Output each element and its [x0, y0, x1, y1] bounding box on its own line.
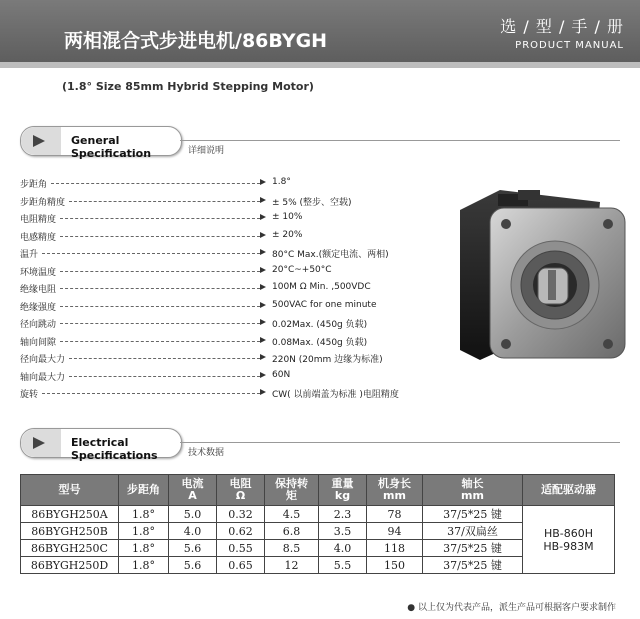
arrow-tip-icon [260, 389, 266, 395]
arrow-tip-icon [260, 214, 266, 220]
spec-key: 轴向最大力 [20, 372, 66, 383]
spec-key: 环境温度 [20, 267, 57, 278]
electrical-spec-tab [20, 428, 182, 462]
spec-key: 绝缘电阻 [20, 285, 57, 295]
electrical-spec-sublabel: 技术数据 [188, 448, 225, 458]
leader-line [42, 253, 260, 254]
spec-key: 轴向间隙 [20, 337, 57, 348]
arrow-tip-icon [260, 284, 266, 290]
leader-line [51, 183, 260, 184]
general-spec-tab [20, 126, 182, 160]
spec-row [20, 332, 460, 350]
arrow-tip-icon [260, 249, 266, 255]
column-header: 电流 A [169, 475, 217, 506]
spec-list [20, 174, 460, 402]
spec-row [20, 192, 460, 210]
header-stripe [0, 62, 640, 68]
section-divider [180, 442, 620, 443]
leader-line [69, 201, 260, 202]
spec-value: 500VAC for one minute [272, 299, 377, 310]
spec-value: 1.8° [272, 177, 291, 187]
table-cell: 37/5*25 键 [423, 506, 523, 523]
table-cell: 5.6 [169, 540, 217, 557]
header-banner [0, 0, 640, 62]
leader-line [60, 271, 260, 272]
arrow-tip-icon [260, 319, 266, 325]
arrow-tip-icon [260, 179, 266, 185]
spec-value: 20°C~+50°C [272, 264, 332, 275]
table-cell: 1.8° [119, 523, 169, 540]
leader-line [60, 323, 260, 324]
stepper-motor-image [440, 190, 630, 365]
spec-row [20, 227, 460, 245]
spec-row [20, 314, 460, 332]
column-header: 保持转 矩 [265, 475, 319, 506]
spec-row [20, 174, 460, 192]
table-cell: 1.8° [119, 540, 169, 557]
arrow-tip-icon [260, 197, 266, 203]
table-cell: 1.8° [119, 506, 169, 523]
electrical-spec-table [20, 474, 615, 574]
column-header: 电阻 Ω [217, 475, 265, 506]
general-spec-sublabel: 详细说明 [188, 146, 225, 156]
spec-key: 径向跳动 [20, 320, 57, 330]
table-cell: 4.5 [265, 506, 319, 523]
table-cell: 8.5 [265, 540, 319, 557]
leader-line [60, 288, 260, 289]
column-header: 适配驱动器 [523, 475, 615, 506]
spec-value: 220N (20mm 边缘为标准) [272, 355, 383, 365]
driver-cell: HB-860H HB-983M [523, 506, 615, 574]
column-header: 步距角 [119, 475, 169, 506]
table-cell: 2.3 [319, 506, 367, 523]
table-cell: 3.5 [319, 523, 367, 540]
spec-key: 电感精度 [20, 232, 57, 243]
spec-key: 绝缘强度 [20, 302, 57, 313]
spec-key: 温升 [20, 250, 39, 260]
table-cell: 37/双扁丝 [423, 523, 523, 540]
spec-key: 电阻精度 [20, 215, 57, 225]
leader-line [42, 393, 260, 394]
spec-value: CW( 以前端盖为标准 )电阻精度 [272, 390, 399, 400]
footnote: ● 以上仅为代表产品，派生产品可根据客户要求制作 [407, 603, 616, 613]
table-header-row [21, 475, 615, 506]
arrow-box [21, 127, 61, 155]
electrical-spec-label: Electrical Specifications [71, 436, 158, 462]
arrow-tip-icon [260, 337, 266, 343]
leader-line [60, 306, 260, 307]
leader-line [69, 376, 260, 377]
table-cell: 86BYGH250A [21, 506, 119, 523]
table-cell: 6.8 [265, 523, 319, 540]
spec-value: ± 20% [272, 229, 303, 240]
table-cell: 78 [367, 506, 423, 523]
arrow-box [21, 429, 61, 457]
column-header: 轴长 mm [423, 475, 523, 506]
table-row [21, 506, 615, 523]
table-cell: 1.8° [119, 557, 169, 574]
column-header: 型号 [21, 475, 119, 506]
page-subtitle: (1.8° Size 85mm Hybrid Stepping Motor) [62, 80, 314, 93]
spec-value: ± 10% [272, 212, 303, 222]
table-cell: 86BYGH250D [21, 557, 119, 574]
play-arrow-icon [33, 135, 45, 147]
arrow-tip-icon [260, 232, 266, 238]
arrow-tip-icon [260, 267, 266, 273]
arrow-tip-icon [260, 354, 266, 360]
column-header: 重量 kg [319, 475, 367, 506]
spec-row [20, 297, 460, 315]
table-cell: 94 [367, 523, 423, 540]
spec-row [20, 349, 460, 367]
spec-key: 径向最大力 [20, 355, 66, 365]
table-cell: 5.0 [169, 506, 217, 523]
spec-row [20, 244, 460, 262]
spec-key: 旋转 [20, 390, 39, 400]
spec-value: 60N [272, 369, 291, 380]
table-cell: 5.6 [169, 557, 217, 574]
table-cell: 0.32 [217, 506, 265, 523]
spec-value: 0.02Max. (450g 负载) [272, 320, 368, 330]
page-title: 两相混合式步进电机/86BYGH [64, 30, 328, 52]
spec-value: 100M Ω Min. ,500VDC [272, 282, 371, 292]
leader-line [69, 358, 260, 359]
leader-line [60, 218, 260, 219]
play-arrow-icon [33, 437, 45, 449]
table-cell: 37/5*25 键 [423, 540, 523, 557]
table-cell: 0.55 [217, 540, 265, 557]
table-cell: 0.65 [217, 557, 265, 574]
table-cell: 4.0 [319, 540, 367, 557]
section-divider [180, 140, 620, 141]
table-cell: 4.0 [169, 523, 217, 540]
table-cell: 150 [367, 557, 423, 574]
arrow-tip-icon [260, 372, 266, 378]
leader-line [60, 341, 260, 342]
manual-label-cn: 选 / 型 / 手 / 册 [500, 17, 624, 36]
arrow-tip-icon [260, 302, 266, 308]
leader-line [60, 236, 260, 237]
table-cell: 0.62 [217, 523, 265, 540]
table-cell: 5.5 [319, 557, 367, 574]
spec-row [20, 367, 460, 385]
spec-row [20, 209, 460, 227]
column-header: 机身长 mm [367, 475, 423, 506]
spec-value: 0.08Max. (450g 负载) [272, 337, 368, 348]
table-cell: 37/5*25 键 [423, 557, 523, 574]
spec-key: 步距角 [20, 180, 48, 190]
spec-value: 80°C Max.(额定电流、两相) [272, 250, 389, 260]
table-cell: 86BYGH250B [21, 523, 119, 540]
manual-label-en: PRODUCT MANUAL [515, 40, 624, 51]
spec-value: ± 5% (整步、空载) [272, 197, 352, 208]
general-spec-label: General Specification [71, 134, 152, 160]
spec-row [20, 384, 460, 402]
table-cell: 86BYGH250C [21, 540, 119, 557]
spec-row [20, 279, 460, 297]
spec-row [20, 262, 460, 280]
table-cell: 118 [367, 540, 423, 557]
spec-key: 步距角精度 [20, 197, 66, 208]
table-cell: 12 [265, 557, 319, 574]
